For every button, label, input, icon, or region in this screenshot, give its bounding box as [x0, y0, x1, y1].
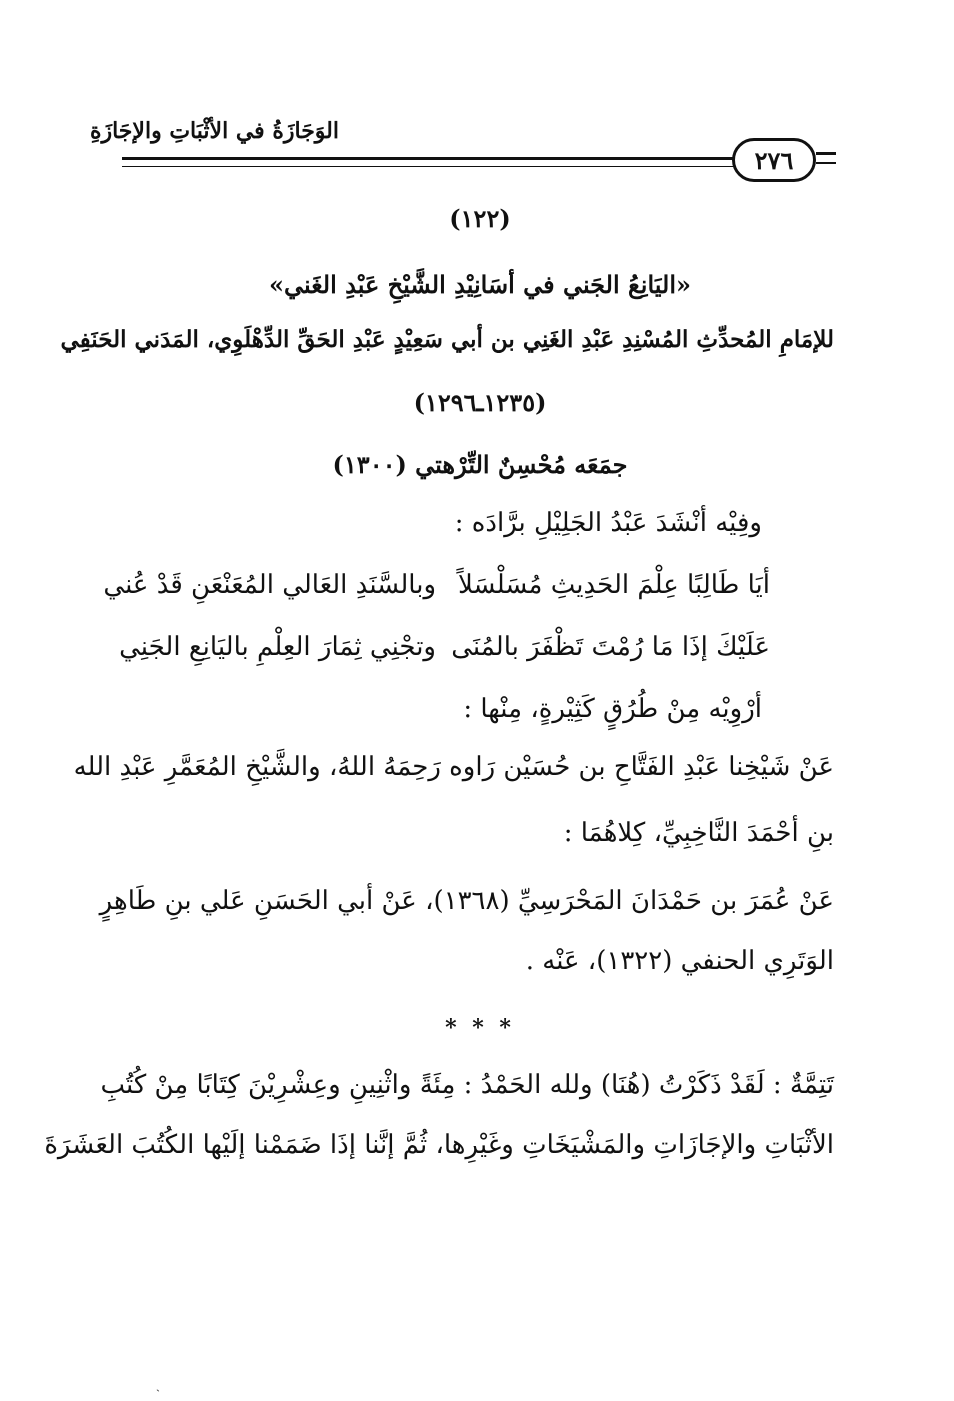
verse-1-first-hemistich: أيَا طَالِبًا عِلْمَ الحَدِيثِ مُسَلْسَلاً — [458, 570, 770, 600]
tatimma-line-2: الأثْبَاتِ والإجَازَاتِ والمَشْيَخَاتِ وغَيْرِها، ثُمَّ إنَّنا إذَا ضَمَمْنا إلَيْها الكُتُبَ العَشَرَةَ — [44, 1130, 834, 1160]
entry-dates: (١٢٣٥ـ١٢٩٦) — [413, 388, 547, 417]
section-separator: * * * — [445, 1015, 515, 1041]
tatimma-line-1: تَتِمَّةٌ : لَقَدْ ذَكَرْتُ (هُنَا) ولله الحَمْدُ : مِئَةً واثْنِينِ وعِشْرِيْنَ كِتَابًا مِنْ كُتُبِ — [100, 1070, 834, 1100]
entry-number: (١٢٢) — [449, 204, 511, 233]
entry-author: للإمَامِ المُحدِّثِ المُسْنِدِ عَبْدِ الغَنِي بن أبي سَعِيْدٍ عَبْدِ الحَقِّ الدِّهْلَوِي، المَدَني الحَنَفِي — [60, 326, 834, 353]
verse-2-first-hemistich: عَلَيْكَ إذَا مَا رُمْتَ تَظْفَرَ بالمُنَى — [451, 632, 770, 662]
page-number: ٢٧٦ — [732, 138, 816, 182]
routes-line: أرْوِيْه مِنْ طُرُقٍ كَثِيْرةٍ، مِنْها : — [463, 694, 762, 724]
entry-title: «اليَانِعُ الجَني في أسَانِيْدِ الشَّيْخِ عَبْدِ الغَني» — [268, 270, 691, 299]
entry-compiler: جمَعَه مُحْسِنٌ التِّرْهتي (١٣٠٠) — [332, 450, 628, 479]
header-rule-tail — [816, 152, 836, 155]
chain-2-line-1: عَنْ عُمَرَ بن حَمْدَانَ المَحْرَسِيِّ (١٣٦٨)، عَنْ أبي الحَسَنِ عَلي بنِ طَاهِرٍ — [99, 886, 834, 916]
running-title: الوَجَازَةُ في الأثْبَاتِ والإجَازَةِ — [89, 118, 339, 144]
header-rule-tail-thin — [816, 162, 836, 164]
verse-1-second-hemistich: وبالسَّنَدِ العَالي المُعَنْعَنِ قَدْ عُني — [103, 570, 436, 600]
chain-1-line-2: بنِ أحْمَدَ النَّاخِبِيِّ، كِلاهُمَا : — [563, 818, 834, 848]
intro-line: وفِيْه أنْشَدَ عَبْدُ الجَلِيْلِ برَّادَه : — [454, 508, 762, 538]
chain-2-line-2: الوَتَرِي الحنفي (١٣٢٢)، عَنْه . — [525, 946, 834, 976]
chain-1-line-1: عَنْ شَيْخِنا عَبْدِ الفَتَّاحِ بن حُسَيْن رَاوه رَحِمَهُ اللهُ، والشَّيْخِ المُعَمَّرِ عَبْدِ الله — [73, 752, 834, 782]
stray-mark: ˏ — [156, 1378, 160, 1392]
header-rule-thick — [122, 157, 814, 160]
header-rule-thin — [122, 166, 814, 167]
verse-2-second-hemistich: وتجْنِي ثِمَارَ العِلْمِ باليَانِعِ الجَنِي — [119, 632, 436, 662]
